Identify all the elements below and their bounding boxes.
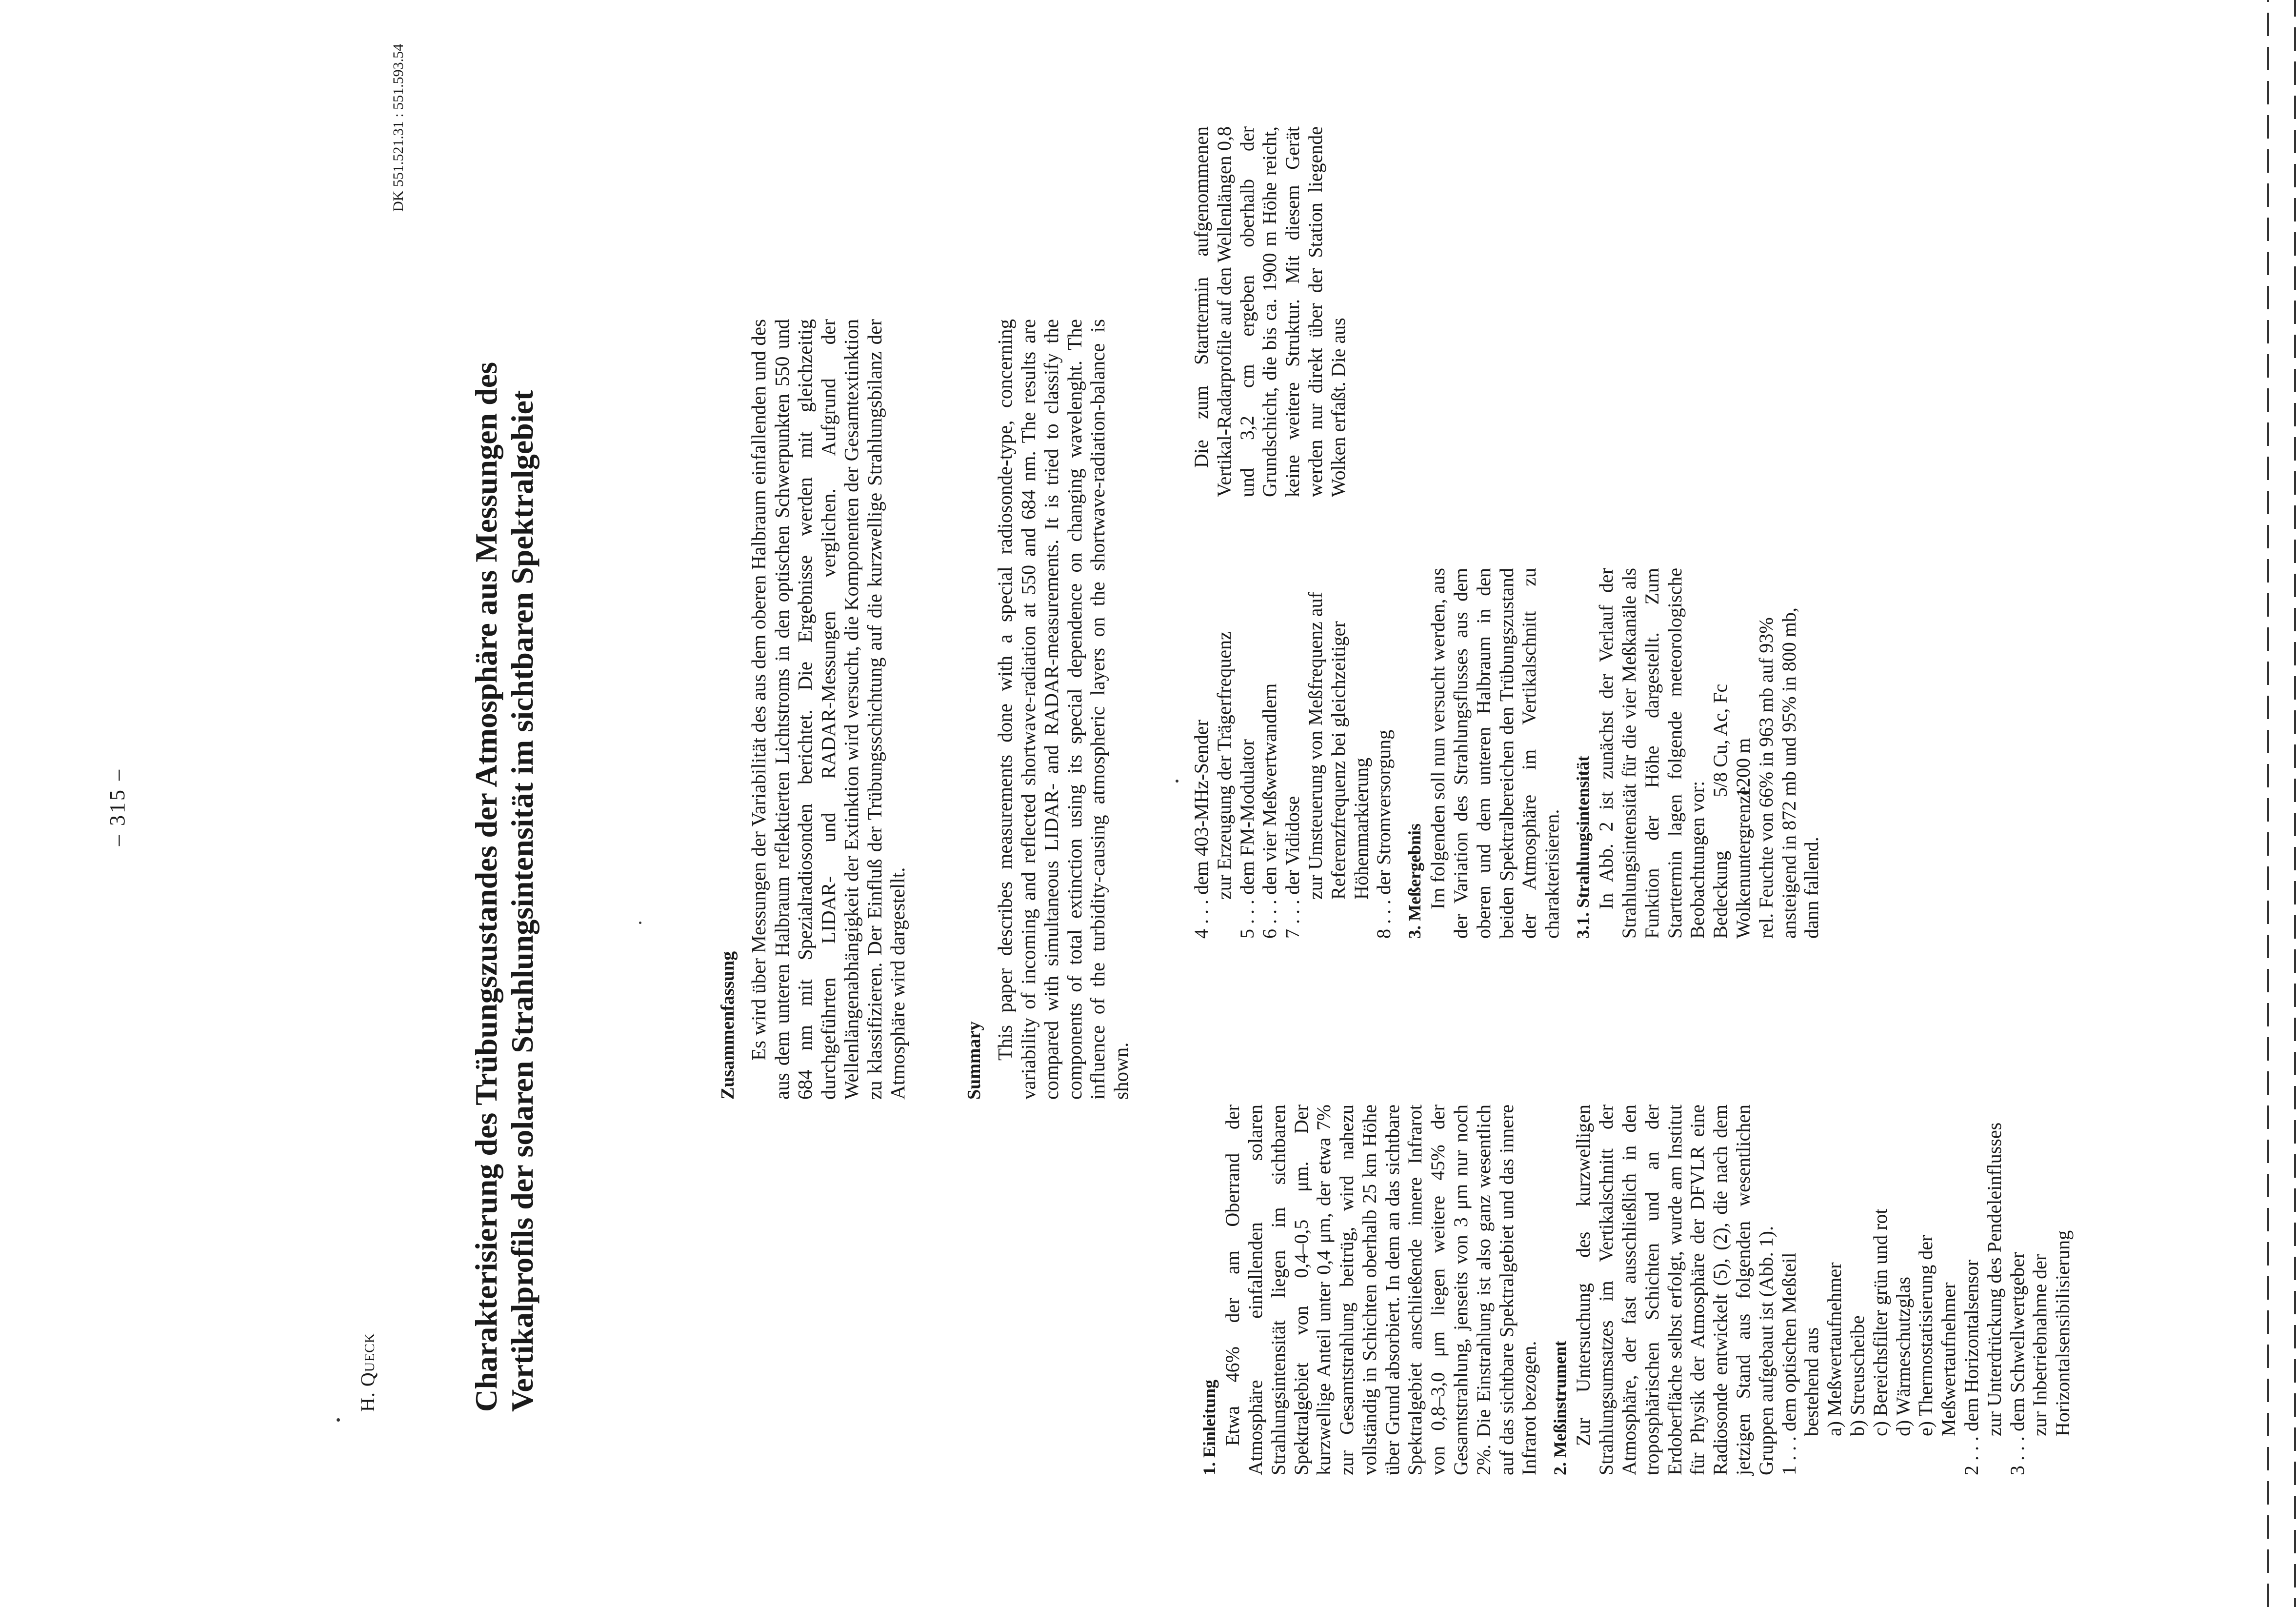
list-item-1: 1 . . . dem optischen Meßteil [1777, 1252, 1800, 1475]
list-item-8: 8 . . . der Stromversorgung [1373, 729, 1395, 939]
text-column-3 [1190, 126, 1350, 497]
section-heading-einleitung: 1. Einleitung [1199, 1379, 1219, 1475]
list-item-7: 7 . . . der Vididose [1281, 796, 1304, 939]
observation-row-bedeckung [1709, 568, 1732, 939]
scan-speck [337, 1418, 340, 1422]
zusammenfassung-block [717, 319, 910, 1100]
sub-item-e: e) Thermostatisierung der Meßwertaufnehmer [1915, 1235, 1960, 1436]
dash-border-graphic [2249, 0, 2296, 1607]
strahlungsintensitaet-paragraph: In Abb. 2 ist zunächst der Verlauf der Strahlungsintensität für die vier Meßkanäle als Funktion der Höhe dargestellt. Zum Starttermin lagen folgende meteorologische Beobachtungen vor: [1595, 568, 1709, 939]
sub-item-a: a) Meßwertaufnehmer [1823, 1262, 1846, 1436]
article-title: Charakterisierung des Trübungszustandes der Atmosphäre aus Messungen des Vertikalprofils der solaren Strahlungsintensität im sichtbaren Spektralgebiet [469, 362, 539, 1412]
observation-row-wolkenuntergrenze [1732, 568, 1755, 939]
list-item-4-detail: zur Erzeugung der Trägerfrequenz [1213, 631, 1235, 900]
observation-value: 5/8 Cu, Ac, Fc [1709, 683, 1732, 797]
column-3-paragraph: Die zum Starttermin aufgenommenen Vertikal-Radarprofile auf den Wellenlängen 0,8 und 3,2 cm ergeben oberhalb der Grundschicht, die bis ca. 1900 m Höhe reicht, keine weitere Struktur. Mit diesem Gerät werden nur direkt über der Station liegende Wolken erfaßt. Die aus [1190, 126, 1349, 497]
list-item-5: 5 . . . dem FM-Modulator [1236, 739, 1258, 939]
list-item-4: 4 . . . dem 403-MHz-Sender [1190, 720, 1212, 939]
sub-item-c: c) Bereichsfilter grün und rot [1869, 1208, 1891, 1436]
list-item-7-detail: zur Umsteuerung von Meßfrequenz auf Referenzfrequenz bei gleichzeitiger Höhenmarkierung [1304, 592, 1372, 900]
sub-item-d: d) Wärmeschutzglas [1892, 1277, 1914, 1436]
scan-speck [1176, 780, 1178, 783]
observation-key: Wolkenuntergrenze [1732, 786, 1754, 939]
observation-humidity: rel. Feuchte von 66% in 963 mb auf 93% ansteigend in 872 mb und 95% in 800 mb, dann fallend. [1755, 607, 1823, 939]
summary-heading: Summary [964, 1021, 984, 1100]
observation-key: Bedeckung [1709, 851, 1732, 939]
observation-value: 1200 m [1732, 738, 1754, 797]
author: H. Quеck [357, 1333, 379, 1412]
section-heading-messinstrument: 2. Meßinstrument [1550, 1341, 1570, 1475]
list-item-1-detail: bestehend aus [1800, 1327, 1823, 1436]
list-item-6: 6 . . . den vier Meßwertwandlern [1258, 683, 1281, 939]
text-column-2 [1190, 568, 1823, 939]
text-column-1 [1190, 1105, 2075, 1475]
section-heading-messergebnis: 3. Meßergebnis [1405, 824, 1425, 939]
list-item-3-detail: zur Inbetriebnahme der Horizontalsensibilisierung [2029, 1230, 2074, 1436]
scan-border-dashes [2249, 0, 2296, 1607]
list-item-2: 2 . . . dem Horizontalsensor [1960, 1259, 1982, 1475]
page-number: – 315 – [105, 768, 129, 846]
zusammenfassung-heading: Zusammenfassung [718, 951, 738, 1100]
udc-classification: DK 551.521.31 : 551.593.54 [390, 43, 406, 212]
list-item-3: 3 . . . dem Schwellwertgeber [2006, 1252, 2028, 1475]
sub-item-b: b) Streuscheibe [1846, 1315, 1868, 1436]
list-item-2-detail: zur Unterdrückung des Pendeleinflusses [1983, 1122, 2005, 1436]
summary-block [963, 319, 1133, 1100]
section-heading-strahlungsintensitaet: 3.1. Strahlungsintensität [1573, 755, 1593, 939]
zusammenfassung-text: Es wird über Messungen der Variabilität des aus dem oberen Halbraum einfallenden und des aus dem unteren Halbraum reflektierten Lichtstroms in den optischen Schwerpunkten 550 und 684 nm mit Spezialradiosonden berichtet. Die Ergebnisse werden mit gleichzeitig durchgeführten LIDAR- und RADAR-Messungen verglichen. Aufgrund der Wellenlängenabhängigkeit der Extinktion wird versucht, die Komponenten der Gesamtextinktion zu klassifizieren. Der Einfluß der Trübungsschichtung auf die kurzwellige Strahlungsbilanz der Atmosphäre wird dargestellt. [747, 319, 909, 1100]
einleitung-paragraph: Etwa 46% der am Oberrand der Atmosphäre einfallenden solaren Strahlungsintensität liegen im sichtbaren Spektralgebiet von 0,4–0,5 μm. Der kurzwellige Anteil unter 0,4 μm, der etwa 7% zur Gesamtstrahlung beitrüg, wird nahezu vollständig in Schichten oberhalb 25 km Höhe über Grund absorbiert. In dem an das sichtbare Spektralgebiet anschließende innere Infrarot von 0,8–3,0 μm liegen weitere 45% der Gesamtstrahlung, jenseits von 3 μm nur noch 2%. Die Einstrahlung ist also ganz wesentlich auf das sichtbare Spektralgebiet und das innere Infrarot bezogen. [1221, 1105, 1540, 1475]
summary-text: This paper describes measurements done with a special radiosonde-type, concerning variability of incoming and reflected shortwave-radiation at 550 and 684 nm. The results are compared with simultaneous LIDAR- and RADAR-measurements. It is tried to classify the components of total extinction using its special dependence on changing wavelenght. The influence of the turbidity-causing atmospheric layers on the shortwave-radiation-balance is shown. [994, 319, 1132, 1100]
messinstrument-paragraph: Zur Untersuchung des kurzwelligen Strahlungsumsatzes im Vertikalschnitt der Atmosphäre, der fast ausschließlich in den troposphärischen Schichten und an der Erdoberfläche selbst erfolgt, wurde am Institut für Physik der Atmosphäre der DFVLR eine Radiosonde entwickelt (5), (2), die nach dem jetzigen Stand aus folgenden wesentlichen Gruppen aufgebaut ist (Abb. 1). [1572, 1105, 1777, 1475]
messergebnis-paragraph: Im folgenden soll nun versucht werden, aus der Variation des Strahlungsflusses aus dem oberen und dem unteren Halbraum in den beiden Spektralbereichen den Trübungszustand der Atmosphäre im Vertikalschnitt zu charakterisieren. [1427, 568, 1563, 939]
scan-speck [639, 922, 641, 924]
